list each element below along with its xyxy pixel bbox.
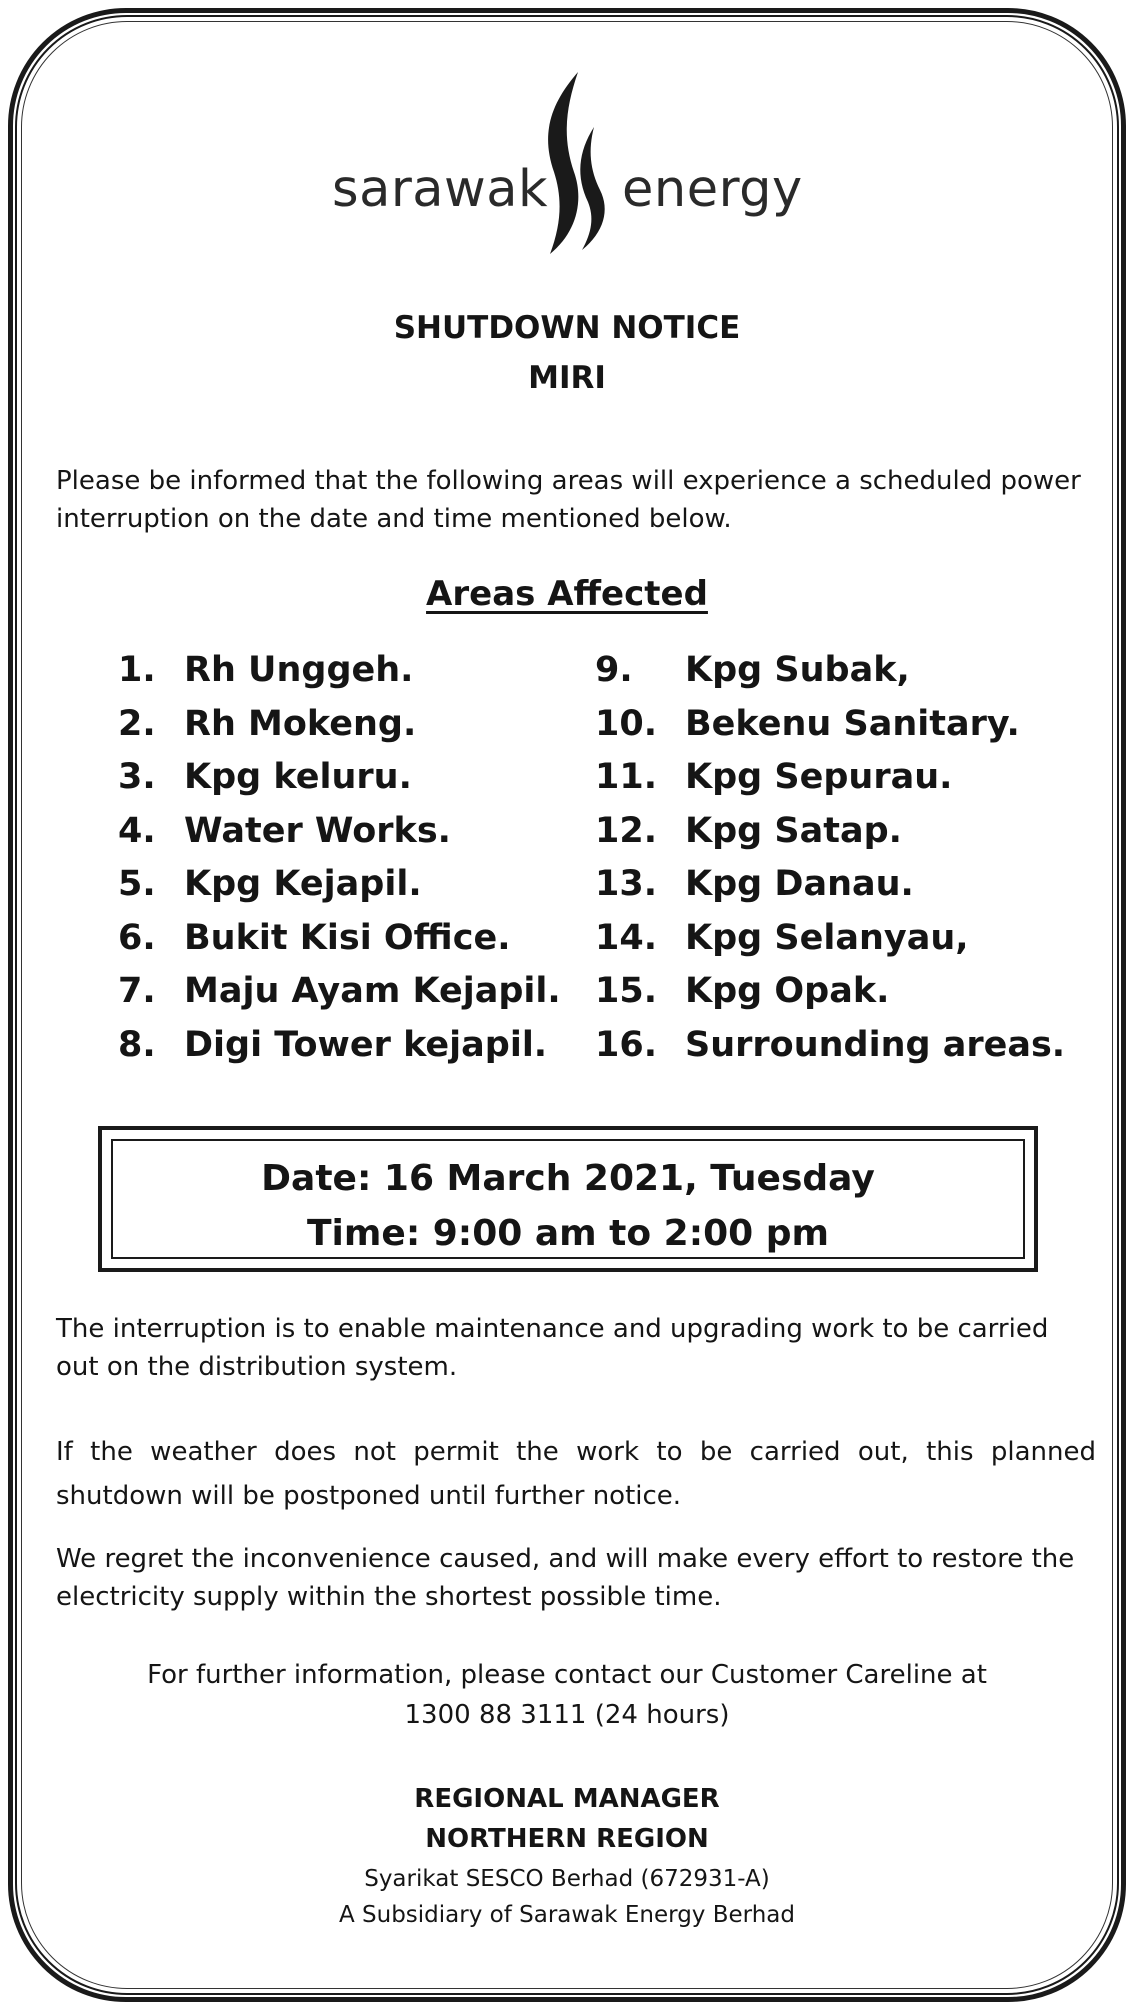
signature-role: REGIONAL MANAGER xyxy=(414,1784,720,1814)
schedule-box-inner xyxy=(111,1139,1025,1259)
area-list-left xyxy=(118,650,561,1078)
list-item: 8. Digi Tower kejapil. xyxy=(118,1024,548,1065)
list-item: 12. Kpg Satap. xyxy=(595,810,902,851)
schedule-date: Date: 16 March 2021, Tuesday xyxy=(261,1158,875,1199)
schedule-time: Time: 9:00 am to 2:00 pm xyxy=(307,1213,829,1254)
list-item: 15. Kpg Opak. xyxy=(595,971,890,1011)
regret-paragraph: We regret the inconvenience caused, and will make every effort to restore the electricity supply within the shortest possible time. xyxy=(56,1544,1075,1612)
contact-line: For further information, please contact our Customer Careline at xyxy=(147,1660,987,1690)
list-item: 13. Kpg Danau. xyxy=(595,864,914,904)
signature-region: NORTHERN REGION xyxy=(425,1824,709,1854)
list-item: 4. Water Works. xyxy=(118,810,451,851)
list-item: 9. Kpg Subak, xyxy=(595,650,910,690)
list-item: 16. Surrounding areas. xyxy=(595,1024,1066,1065)
list-item: 5. Kpg Kejapil. xyxy=(118,864,422,904)
list-item: 14. Kpg Selanyau, xyxy=(595,917,969,958)
list-item: 2. Rh Mokeng. xyxy=(118,703,417,744)
notice-title: SHUTDOWN NOTICE xyxy=(393,310,741,346)
notice-location: MIRI xyxy=(528,360,606,396)
areas-heading xyxy=(0,574,1134,614)
reason-paragraph: The interruption is to enable maintenance and upgrading work to be carried out on the distribution system. xyxy=(56,1314,1049,1382)
intro-paragraph: Please be informed that the following areas will experience a scheduled power interruption on the date and time mentioned below. xyxy=(56,466,1081,534)
list-item: 3. Kpg keluru. xyxy=(118,757,412,797)
area-list-right xyxy=(595,650,1065,1078)
areas-heading-text: Areas Affected xyxy=(426,574,708,614)
list-item: 10. Bekenu Sanitary. xyxy=(595,703,1020,744)
contact-phone: 1300 88 3111 (24 hours) xyxy=(404,1700,730,1730)
sarawak-energy-logo xyxy=(332,72,812,272)
flame-icon xyxy=(532,72,622,257)
logo-text-sarawak: sarawak xyxy=(332,160,549,219)
list-item: 6. Bukit Kisi Office. xyxy=(118,917,511,958)
parent-company: A Subsidiary of Sarawak Energy Berhad xyxy=(338,1902,795,1928)
weather-paragraph: If the weather does not permit the work to be carried out, this planned shutdown will be postponed until further notice. xyxy=(56,1437,1096,1511)
schedule-box xyxy=(98,1126,1038,1272)
company-name: Syarikat SESCO Berhad (672931-A) xyxy=(364,1866,770,1892)
list-item: 7. Maju Ayam Kejapil. xyxy=(118,971,561,1011)
list-item: 1. Rh Unggeh. xyxy=(118,650,414,690)
logo-text-energy: energy xyxy=(622,160,803,219)
list-item: 11. Kpg Sepurau. xyxy=(595,757,953,797)
